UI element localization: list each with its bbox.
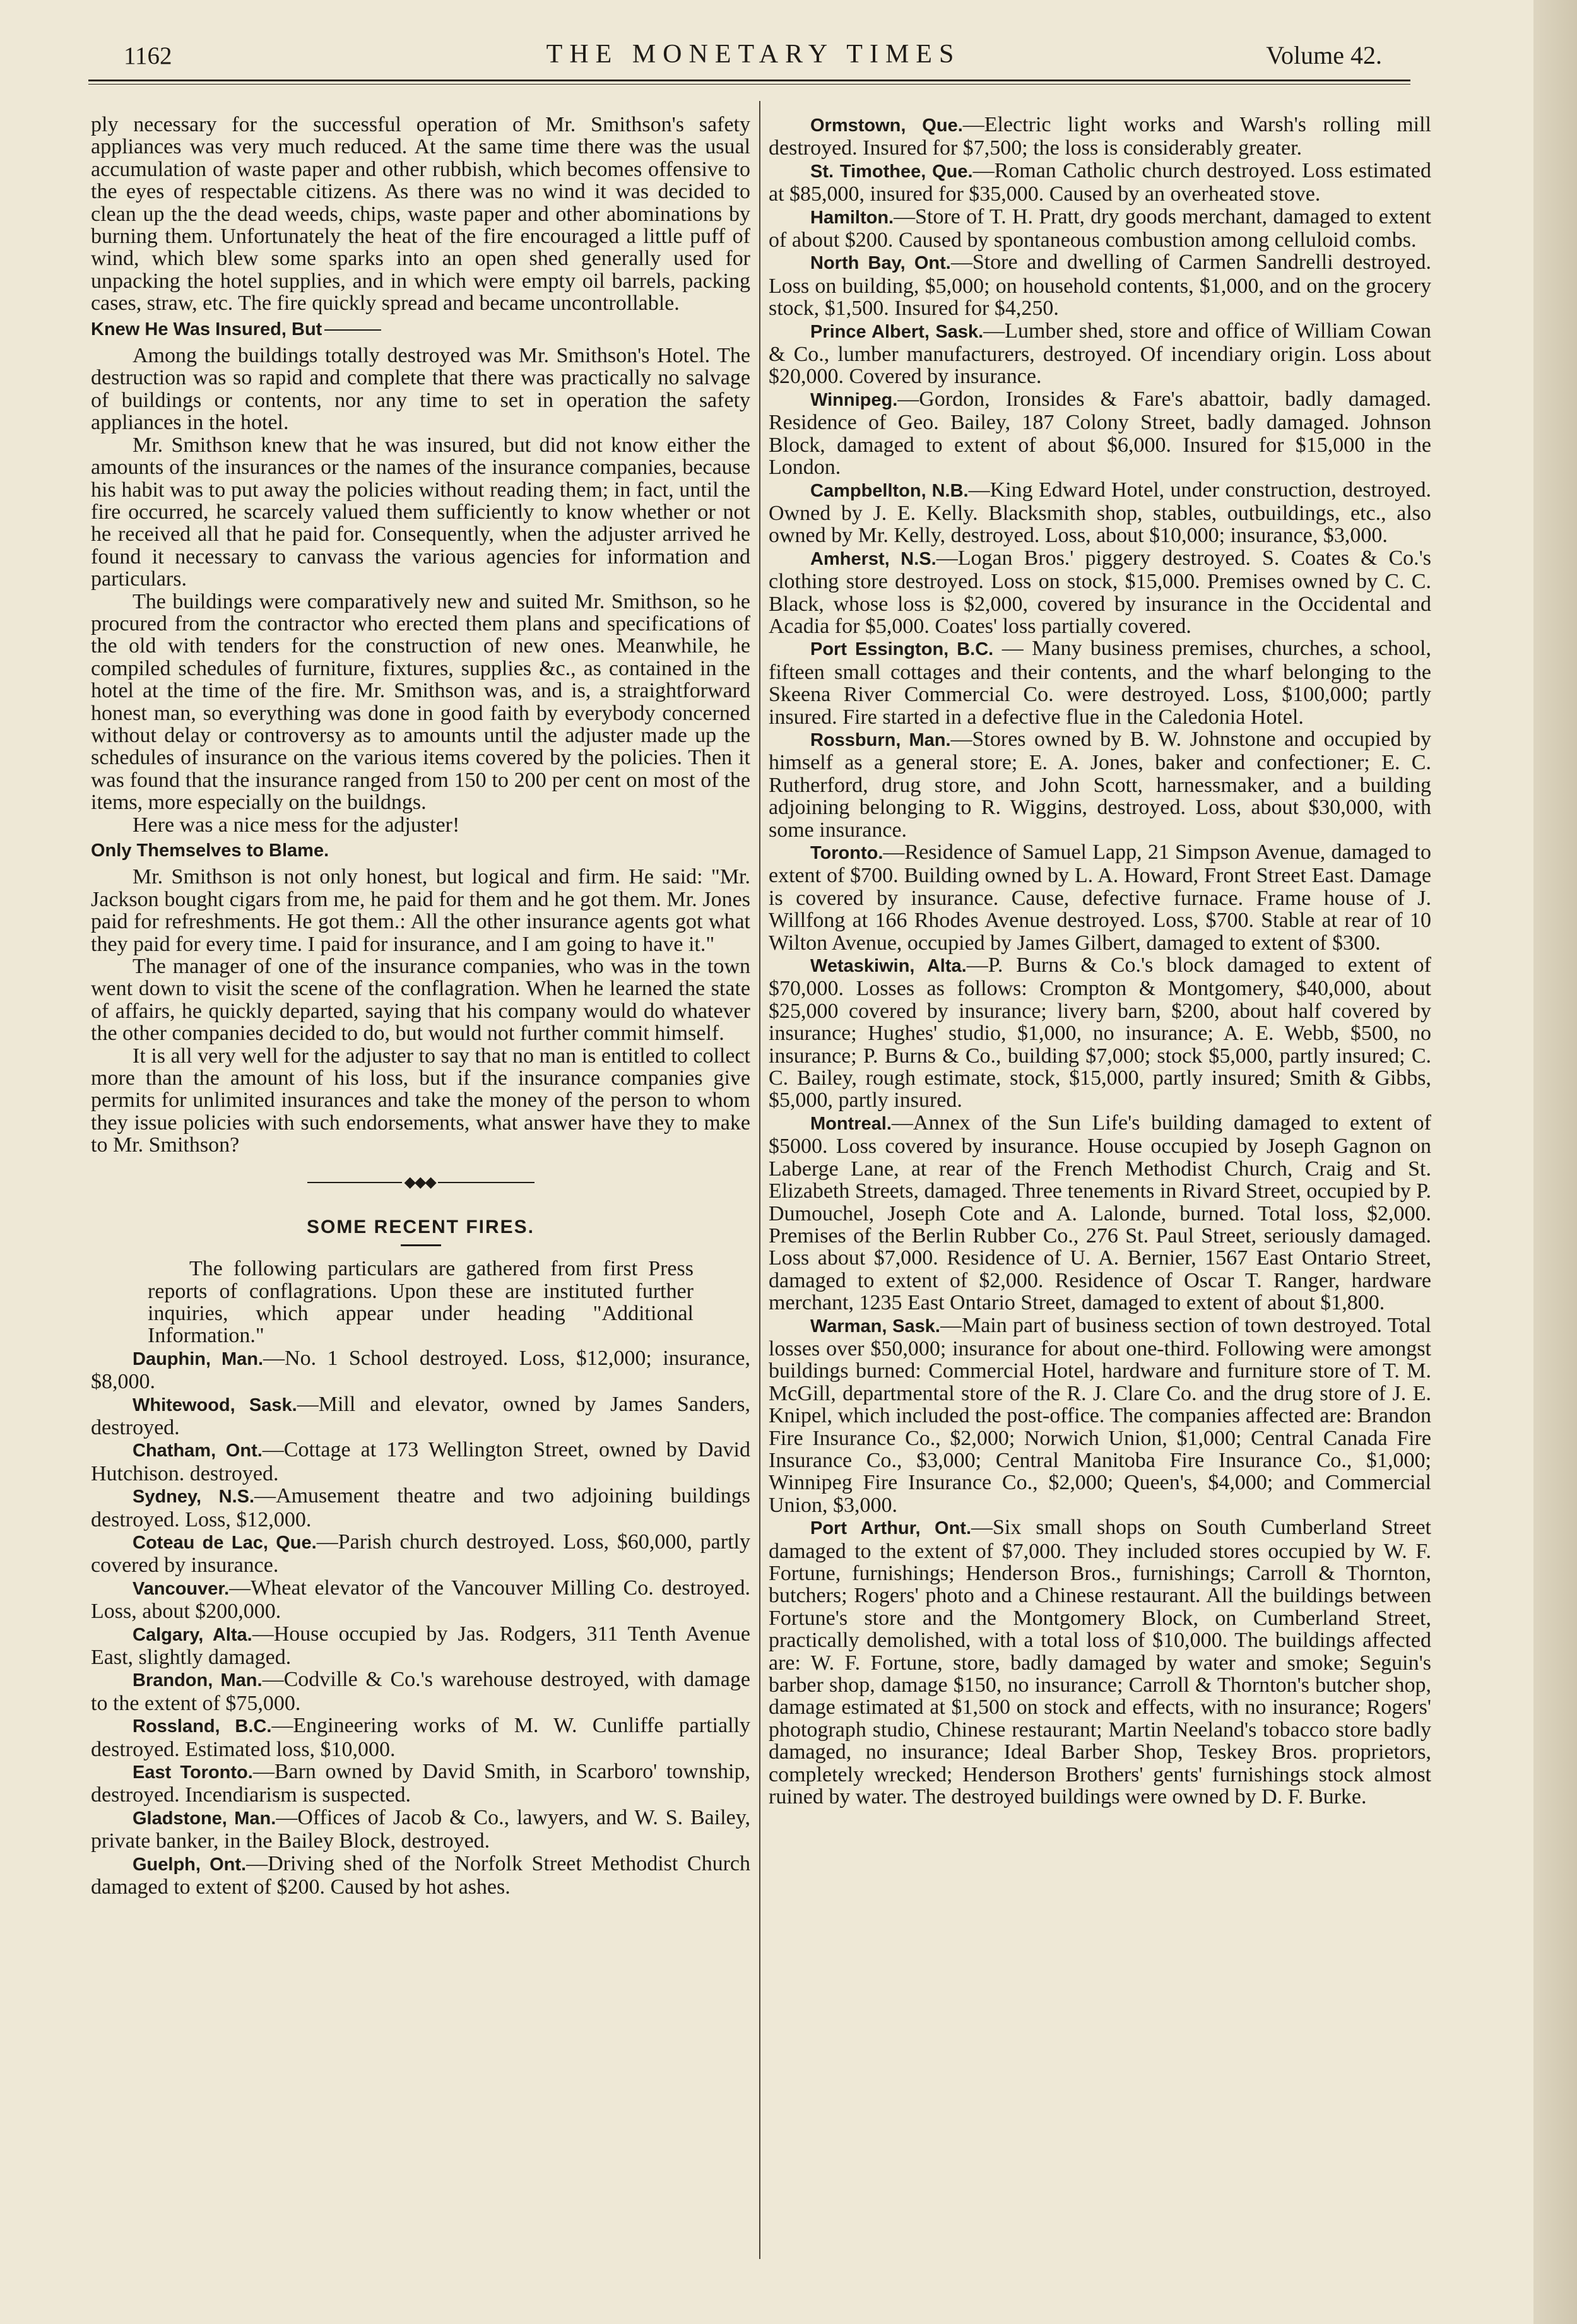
fire-entry <box>769 1112 1431 1314</box>
fire-entry <box>769 1516 1431 1808</box>
fire-entry <box>769 206 1431 252</box>
fire-entry-place: Calgary, Alta. <box>133 1624 252 1645</box>
fire-entry <box>769 320 1431 388</box>
paragraph: Among the buildings totally destroyed was Mr. Smithson's Hotel. The destruction was so rapid and complete that there was practically no salvage of buildings or contents, nor any time to set in operation the safety appliances in the hotel. <box>91 344 750 435</box>
fire-entry-place: Prince Albert, Sask. <box>810 321 984 342</box>
fire-entry <box>91 1485 750 1531</box>
fire-entry-place: Vancouver. <box>133 1578 230 1599</box>
paragraph: ply necessary for the successful operation of Mr. Smithson's safety appliances was very much reduced. At the same time there was the usual accumulation of waste paper and other rubbish, which becomes offensive to the eyes of respectable citizens. As there was no wind it was decided to clean up the the dead weeds, chips, waste paper and other abominations by burning them. Unfortunately the heat of the fire encouraged a little puff of wind, which blew some sparks into an open shed generally used for unpacking the hotel supplies, and in which were empty oil barrels, packing cases, straw, etc. The fire quickly spread and became uncontrollable. <box>91 113 750 316</box>
fire-entry-place: Brandon, Man. <box>133 1670 263 1691</box>
fire-entry <box>91 1714 750 1761</box>
fire-entry-text: —Stores owned by B. W. Johnstone and occupied by himself as a general store; E. A. Jones, baker and confectioner; E. C. Rutherford, drug store, and John Scott, harnessmaker, and a building adjoining belonging to R. Wiggins, destroyed. Loss, about $30,000, with some insurance. <box>769 727 1431 842</box>
fire-entry-text: —Barn owned by David Smith, in Scarboro' township, destroyed. Incendiarism is suspected. <box>91 1760 751 1807</box>
fire-entry-text: —Main part of business section of town destroyed. Total losses over $50,000; insurance for about one-third. Following were amongst buildings burned: Commercial Hotel, hardware and furniture store of T. M. McGill, departmental store of the R. J. Clare Co. and the drug store of J. E. Knipel, which included the post-office. The companies affected are: Brandon Fire Insurance Co., $2,000; Norwich Union, $1,000; Central Canada Fire Insurance Co., $3,000; Central Manitoba Fire Insurance Co., $1,000; Winnipeg Fire Insurance Co., $2,000; Queen's, $4,000; and Commercial Union, $3,000. <box>769 1313 1431 1517</box>
section-intro: The following particulars are gathered from first Press reports of conflagrations. Upon these are instituted further inquiries, which appear under heading "Additional Information." <box>148 1257 694 1348</box>
fire-entry-text: —Roman Catholic church destroyed. Loss estimated at $85,000, insured for $35,000. Caused by an overheated stove. <box>769 158 1432 206</box>
fire-entries-right <box>769 114 1431 1808</box>
fire-entry-text: —Offices of Jacob & Co., lawyers, and W. S. Bailey, private banker, in the Bailey Block, destroyed. <box>91 1805 751 1853</box>
fire-entry-place: Ormstown, Que. <box>810 115 963 136</box>
fire-entry <box>769 547 1431 638</box>
page-edge <box>1533 0 1577 2324</box>
fire-entry-place: East Toronto. <box>133 1762 253 1783</box>
paragraph: The manager of one of the insurance companies, who was in the town went down to visit the scene of the conflagration. When he learned the state of affairs, he quickly departed, saying that his company would do whatever the other companies decided to do, but would not further commit himself. <box>91 955 750 1046</box>
subheading-text: Knew He Was Insured, But <box>91 319 322 339</box>
paragraph: Mr. Smithson is not only honest, but logical and firm. He said: "Mr. Jackson bought cigars from me, he paid for them and he got them. Mr. Jones paid for refreshments. He got them.: All the other insurance agents got what they paid for every time. I paid for insurance, and I am going to have it." <box>91 865 750 956</box>
short-rule <box>401 1244 441 1246</box>
fire-entry-place: Toronto. <box>810 843 883 863</box>
page-header <box>119 37 1388 77</box>
fire-entry-text: —Wheat elevator of the Vancouver Milling Co. destroyed. Loss, about $200,000. <box>91 1576 750 1624</box>
fire-entry-place: Rossland, B.C. <box>133 1716 272 1737</box>
fire-entry-place: Sydney, N.S. <box>133 1487 255 1507</box>
fire-entry-text: —Annex of the Sun Life's building damaged to extent of $5000. Loss covered by insurance. House occupied by Joseph Gagnon on Laberge Lane, at rear of the French Methodist Church, Craig and St. Elizabeth Streets, damaged. Three tenements in Rivard Street, occupied by P. Dumouchel, Joseph Cote and A. Lalonde, burned. Total loss, $2,000. Premises of the Berlin Rubber Co., 276 St. Paul Street, seriously damaged. Loss about $7,000. Residence of U. A. Bernier, 1567 East Ontario Street, damaged to extent of $2,000. Residence of Oscar T. Ranger, hardware merchant, 1235 East Ontario Street, damaged to extent of about $1,800. <box>769 1111 1431 1315</box>
fire-entry-place: Coteau de Lac, Que. <box>133 1532 317 1553</box>
fire-entry <box>769 388 1431 479</box>
fire-entry <box>91 1853 750 1899</box>
paragraph: Here was a nice mess for the adjuster! <box>133 813 460 837</box>
fire-entry-place: Winnipeg. <box>810 389 898 410</box>
fire-entry <box>91 1623 750 1669</box>
fire-entry-place: St. Timothee, Que. <box>810 161 973 182</box>
fire-entry <box>91 1668 750 1714</box>
fire-entry-text: —Amusement theatre and two adjoining buildings destroyed. Loss, $12,000. <box>91 1484 750 1531</box>
header-rule-thin <box>88 84 1410 85</box>
fire-entry-place: Guelph, Ont. <box>133 1854 247 1875</box>
fire-entry-text: —Store and dwelling of Carmen Sandrelli destroyed. Loss on building, $5,000; on household contents, $1,000, and on the grocery stock, $1,500. Insured for $4,250. <box>769 251 1431 321</box>
fire-entry-place: Hamilton. <box>810 207 894 228</box>
fire-entry-text: —Gordon, Ironsides & Fare's abattoir, badly damaged. Residence of Geo. Bailey, 187 Colony Street, badly damaged. Johnson Block, damaged to extent of about $6,000. Insured for $15,000 in the London. <box>769 387 1431 480</box>
fire-entry-text: —No. 1 School destroyed. Loss, $12,000; insurance, $8,000. <box>91 1346 750 1394</box>
fire-entry <box>91 1393 750 1439</box>
column-divider <box>759 101 760 2259</box>
journal-title: THE MONETARY TIMES <box>546 40 961 69</box>
fire-entry-text: —Engineering works of M. W. Cunliffe partially destroyed. Estimated loss, $10,000. <box>91 1714 750 1761</box>
fire-entry-text: —Six small shops on South Cumberland Street damaged to the extent of $7,000. They included stores occupied by W. F. Fortune, furnishings; Henderson Bros., furnishings; Carroll & Thornton, butchers; Rogers' photo and a Chinese restaurant. All the buildings between Fortune's store and the Montgomery Block, on Cumberland Street, practically demolished, with a total loss of $10,000. The buildings affected are: W. F. Fortune, store, badly damaged by water and smoke; Seguin's barber shop, damage $150, no insurance; Carroll & Thornton's butcher shop, damage estimated at $1,500 on stock and effects, with no insurance; Rogers' photograph studio, Chinese restaurant; Martin Neeland's tobacco store badly damaged, no insurance; Ideal Barber Shop, Teskey Bros. proprietors, completely wrecked; Henderson Brothers' gents' furnishings stock almost ruined by water. The destroyed buildings were owned by D. F. Burke. <box>769 1516 1431 1809</box>
fire-entry-text: —Residence of Samuel Lapp, 21 Simpson Avenue, damaged to extent of $700. Building owned by L. A. Howard, Front Street East. Damage is covered by insurance. Cause, defective furnace. Frame house of J. Willfong at 166 Rhodes Avenue destroyed. Loss, $700. Stable at rear of 10 Wilton Avenue, occupied by James Gilbert, damaged to extent of $300. <box>769 841 1431 955</box>
subheading: Only Themselves to Blame. <box>91 841 329 861</box>
fire-entry-place: Gladstone, Man. <box>133 1808 276 1829</box>
volume-label: Volume 42. <box>1266 41 1382 69</box>
dash-rule <box>324 329 381 331</box>
fire-entry-place: Montreal. <box>810 1113 892 1134</box>
ornament: ◆◆◆ <box>402 1174 438 1191</box>
fire-entry-place: Port Arthur, Ont. <box>810 1518 972 1539</box>
fire-entry-text: —Electric light works and Warsh's rolling mill destroyed. Insured for $7,500; the loss is considerably greater. <box>769 113 1431 160</box>
fire-entry-place: Wetaskiwin, Alta. <box>810 956 967 977</box>
section-title: SOME RECENT FIRES. <box>306 1216 535 1237</box>
fire-entry-place: Warman, Sask. <box>810 1316 940 1336</box>
subheading <box>91 319 750 341</box>
fire-entry-place: Whitewood, Sask. <box>133 1395 297 1415</box>
fire-entry <box>769 728 1431 841</box>
fire-entry-text: —Codville & Co.'s warehouse destroyed, with damage to the extent of $75,000. <box>91 1668 750 1715</box>
fire-entry-place: Port Essington, B.C. <box>810 639 994 660</box>
fire-entry-place: Rossburn, Man. <box>810 729 951 750</box>
fire-entry <box>91 1807 750 1853</box>
fire-entry <box>769 160 1431 206</box>
fire-entry-text: —Store of T. H. Pratt, dry goods merchant, damaged to extent of about $200. Caused by spontaneous combustion among celluloid combs. <box>769 204 1431 252</box>
fire-entry-place: Campbellton, N.B. <box>810 480 969 501</box>
header-rule-thick <box>88 80 1410 81</box>
fire-entry-place: Amherst, N.S. <box>810 548 936 569</box>
fire-entries-left <box>91 1347 750 1899</box>
fire-entry <box>769 954 1431 1112</box>
fire-entry <box>769 114 1431 160</box>
fire-entry-text: —Cottage at 173 Wellington Street, owned by David Hutchison. destroyed. <box>91 1438 750 1485</box>
fire-entry <box>91 1531 750 1577</box>
fire-entry <box>769 479 1431 547</box>
fire-entry-text: —Mill and elevator, owned by James Sanders, destroyed. <box>91 1392 750 1439</box>
fire-entry-text: —House occupied by Jas. Rodgers, 311 Tenth Avenue East, slightly damaged. <box>91 1622 750 1669</box>
fire-entry-text: —Parish church destroyed. Loss, $60,000, partly covered by insurance. <box>91 1530 750 1578</box>
fire-entry <box>769 1314 1431 1517</box>
fire-entry-text: — Many business premises, churches, a school, fifteen small cottages and their contents, and the wharf belonging to the Skeena River Commercial Co. were destroyed. Loss, $100,000; partly insured. Fire started in a defective flue in the Caledonia Hotel. <box>769 637 1431 729</box>
fire-entry-text: —P. Burns & Co.'s block damaged to extent of $70,000. Losses as follows: Crompton & Montgomery, $40,000, about $25,000 covered by insurance; livery barn, $200, about half covered by insurance; Hughes' studio, $1,000, no insurance; A. E. Webb, $500, no insurance; P. Burns & Co., building $7,000; stock $5,000, partly insured; C. C. Bailey, rough estimate, stock, $15,000, partly insured; Smith & Gibbs, $5,000, partly insured. <box>769 953 1431 1112</box>
fire-entry-place: Dauphin, Man. <box>133 1348 264 1369</box>
fire-entry <box>769 841 1431 954</box>
fire-entry-text: —Lumber shed, store and office of William Cowan & Co., lumber manufacturers, destroyed. Of incendiary origin. Loss about $20,000. Covered by insurance. <box>769 319 1431 389</box>
ornament-divider <box>307 1174 535 1191</box>
right-column <box>769 114 1431 1808</box>
fire-entry <box>91 1577 750 1623</box>
fire-entry <box>769 251 1431 319</box>
fire-entry-text: —King Edward Hotel, under construction, destroyed. Owned by J. E. Kelly. Blacksmith shop, stables, outbuildings, etc., also owned by Mr. Kelly, destroyed. Loss, about $10,000; insurance, $3,000. <box>769 478 1431 548</box>
left-column <box>91 114 750 1898</box>
fire-entry <box>91 1439 750 1485</box>
fire-entry-text: —Logan Bros.' piggery destroyed. S. Coates & Co.'s clothing store destroyed. Loss on stock, $15,000. Premises owned by C. C. Black, whose loss is $2,000, covered by insurance in the Occidental and Acadia for $5,000. Coates' loss partially covered. <box>769 546 1431 638</box>
fire-entry <box>769 637 1431 728</box>
fire-entry-place: Chatham, Ont. <box>133 1441 263 1461</box>
fire-entry-place: North Bay, Ont. <box>810 253 951 274</box>
paragraph: It is all very well for the adjuster to say that no man is entitled to collect more than the amount of his loss, but if the insurance companies give permits for unlimited insurances and take the money of the person to whom they issue policies with such endorsements, what answer have they to make to Mr. Smithson? <box>91 1044 750 1157</box>
fire-entry-text: —Driving shed of the Norfolk Street Methodist Church damaged to extent of $200. Caused by hot ashes. <box>91 1851 750 1899</box>
fire-entry <box>91 1761 750 1807</box>
paragraph: Mr. Smithson knew that he was insured, but did not know either the amounts of the insurances or the names of the insurance companies, because his habit was to put away the policies without reading them; in fact, until the fire occurred, he scarcely valued them sufficiently to know whether or not he received all that he paid for. Consequently, when the adjuster arrived he found it necessary to canvass the various agencies for information and particulars. <box>91 433 750 591</box>
fire-entry <box>91 1347 750 1393</box>
page-number: 1162 <box>124 42 172 69</box>
paragraph: The buildings were comparatively new and suited Mr. Smithson, so he procured from the contractor who erected them plans and specifications of the old with tenders for the construction of new ones. Meanwhile, he compiled schedules of furniture, fixtures, supplies &c., as contained in the hotel at the time of the fire. Mr. Smithson was, and is, a straightforward honest man, so everything was done in good faith by everybody concerned without delay or controversy as to amounts until the adjuster made up the schedules of insurance on the various items covered by the policies. Then it was found that the insurance ranged from 150 to 200 per cent on most of the items, more especially on the buildngs. <box>91 589 750 815</box>
